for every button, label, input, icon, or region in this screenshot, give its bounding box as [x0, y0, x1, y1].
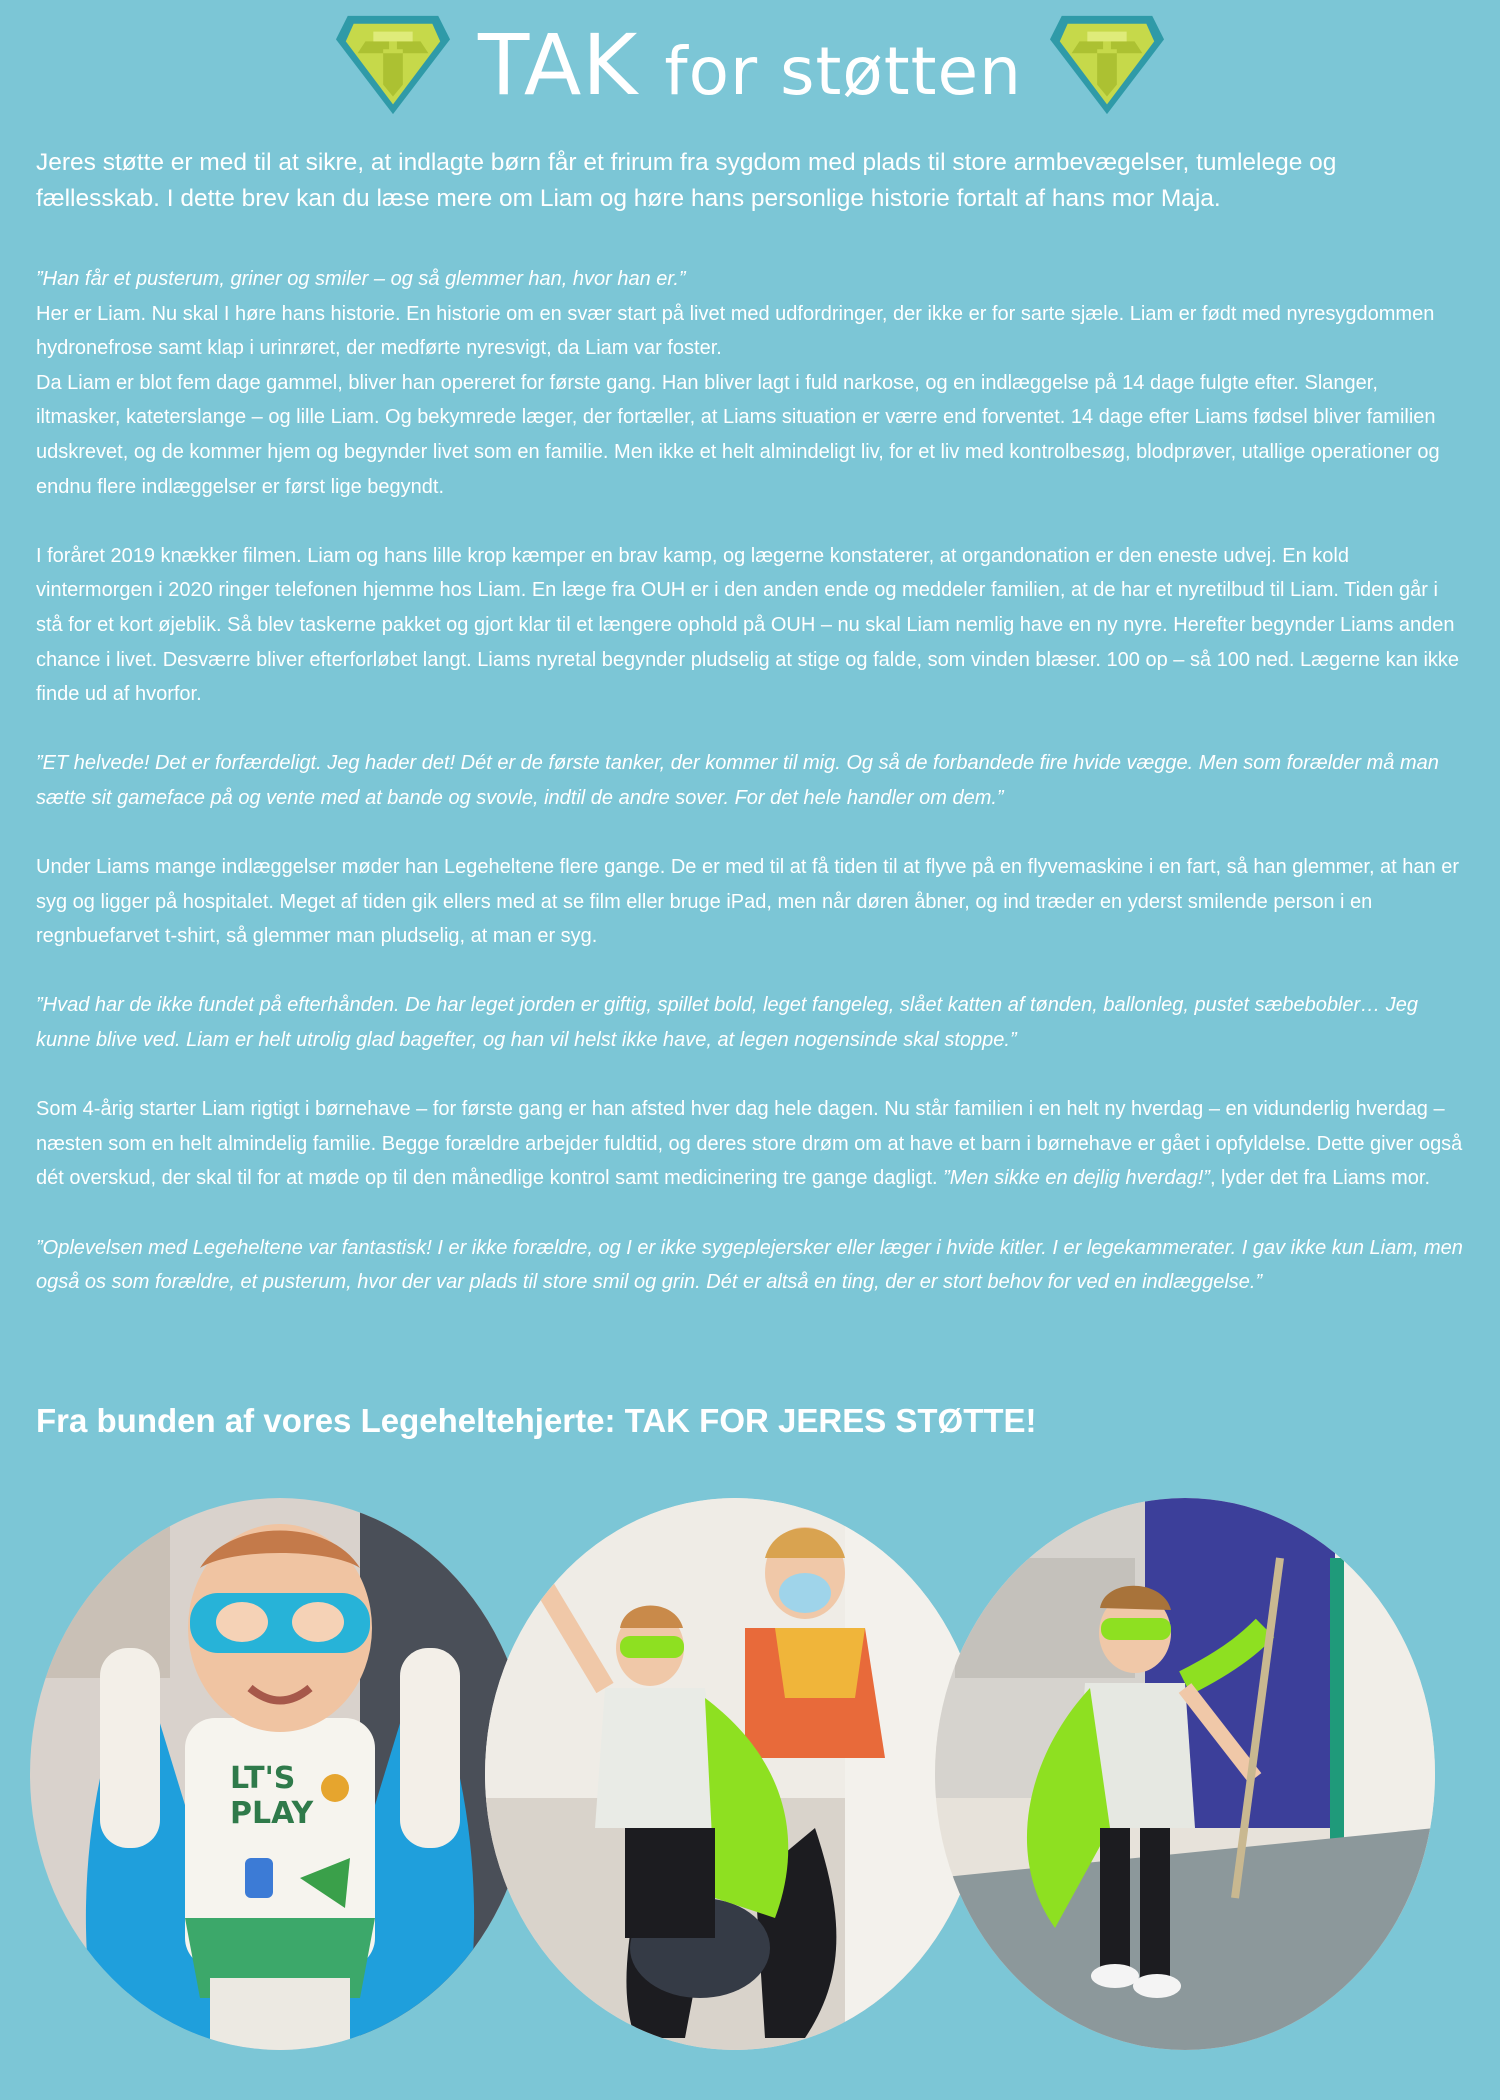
intro-paragraph: Jeres støtte er med til at sikre, at indlagte børn får et frirum fra sygdom med plads til store armbevægelser, tumlelege og fællesskab. I dette brev kan du læse mere om Liam og høre hans personlige historie fortalt af hans mor Maja.: [36, 149, 1337, 212]
story-paragraph-legeheltene: Under Liams mange indlæggelser møder han Legeheltene flere gange. De er med til at få tiden til at flyve på en flyvemaskine i en fart, så han glemmer, at han er syg og ligger på hospitalet. Meget af tiden gik ellers med at se film eller bruge iPad, men når døren åbner, og ind træder en yderst smilende person i en regnbuefarvet t-shirt, så glemmer man pludselig, at man er syg.: [36, 856, 1459, 948]
title-tak: TAK: [478, 16, 639, 114]
liam-blue-cape-photo: [30, 1498, 530, 2050]
liam-green-cape-photo: [935, 1498, 1435, 2050]
quote-lege: ”Hvad har de ikke fundet på efterhånden. De har leget jorden er giftig, spillet bold, leget fangeleg, slået katten af tønden, ballonleg, pustet sæbebobler… Jeg kunne blive ved. Liam er helt utrolig glad bagefter, og han vil helst ikke have, at legen nogensinde skal stoppe.”: [36, 994, 1418, 1052]
hverdag-quote: ”Men sikke en dejlig hverdag!”: [943, 1167, 1210, 1190]
hverdag-end: , lyder det fra Liams mor.: [1209, 1167, 1431, 1190]
quote-helvede: ”ET helvede! Det er forfærdeligt. Jeg hader det! Dét er de første tanker, der kommer til mig. Og så de forbandede fire hvide vægge. Men som forælder må man sætte sit gameface på og vente med at bande og svovle, indtil de andre sover. For det hele handler om dem.”: [36, 752, 1439, 809]
title-for-stotten: for støtten: [664, 33, 1022, 110]
page-header: [0, 10, 1500, 120]
photo-row: [30, 1498, 1470, 2058]
story-paragraph-intro: Her er Liam. Nu skal I høre hans historie. En historie om en svær start på livet med udfordringer, der ikke er for sarte sjæle. Liam er født med nyresygdommen hydronefrose samt klap i urinrøret, der medførte nyresvigt, da Liam var foster.: [36, 302, 1435, 360]
svg-text:PLAY: PLAY: [230, 1796, 314, 1831]
hverdag-text: Som 4-årig starter Liam rigtigt i børnehave – for første gang er han afsted hver dag hele dagen. Nu står familien i en helt ny hverdag – en vidunderlig hverdag – næsten som en helt almindelig familie. Begge forældre arbejder fuldtid, og deres store drøm om at have et barn i børnehave er gået i opfyldelse. Dette giver også dét overskud, der skal til for at møde op til den månedlige kontrol samt medicinering tre gange dagligt.: [36, 1098, 1463, 1190]
story-paragraph-hverdag: [36, 1092, 1464, 1196]
superhero-shield-icon: [1048, 13, 1166, 117]
story-paragraph-transplant: I foråret 2019 knækker filmen. Liam og hans lille krop kæmper en brav kamp, og lægerne konstaterer, at organdonation er den eneste udvej. En kold vintermorgen i 2020 ringer telefonen hjemme hos Liam. En læge fra OUH er i den anden ende og meddeler familien, at de har et nyretilbud til Liam. Tiden går i stå for et kort øjeblik. Så blev taskerne pakket og gjort klar til et længere ophold på OUH – nu skal Liam nemlig have en ny nyre. Herefter begynder Liams anden chance i livet. Desværre bliver efterforløbet langt. Liams nyretal begynder pludselig at stige og falde, som vinden blæser. 100 op – så 100 ned. Lægerne kan ikke finde ud af hvorfor.: [36, 544, 1460, 706]
story-paragraph-operation: Da Liam er blot fem dage gammel, bliver han opereret for første gang. Han bliver lagt i fuld narkose, og en indlæggelse på 14 dage fulgte efter. Slanger, iltmasker, kateterslange – og lille Liam. Og bekymrede læger, der fortæller, at Liams situation er værre end forventet. 14 dage efter Liams fødsel bliver familien udskrevet, og de kommer hjem og begynder livet som en familie. Men ikke et helt almindeligt liv, for et liv med kontrolbesøg, blodprøver, utallige operationer og endnu flere indlæggelser er først lige begyndt.: [36, 371, 1440, 498]
quote-pusterum: ”Han får et pusterum, griner og smiler – og så glemmer han, hvor han er.”: [36, 268, 686, 290]
superhero-shield-icon: [334, 13, 452, 117]
quote-oplevelsen: ”Oplevelsen med Legeheltene var fantastisk! I er ikke forældre, og I er ikke sygeplejersker eller læger i hvide kitler. I er legekammerater. I gav ikke kun Liam, men også os som forældre, et pusterum, hvor der var plads til store smil og grin. Dét er altså en ting, der er stort behov for ved en indlæggelse.”: [36, 1236, 1463, 1294]
liam-with-legehelt-photo: [485, 1498, 985, 2050]
svg-text:LT'S: LT'S: [230, 1761, 296, 1796]
closing-thanks: Fra bunden af vores Legeheltehjerte: TAK FOR JERES STØTTE!: [36, 1402, 1037, 1439]
page-title: [478, 16, 1022, 114]
story-body: [36, 262, 1464, 1300]
